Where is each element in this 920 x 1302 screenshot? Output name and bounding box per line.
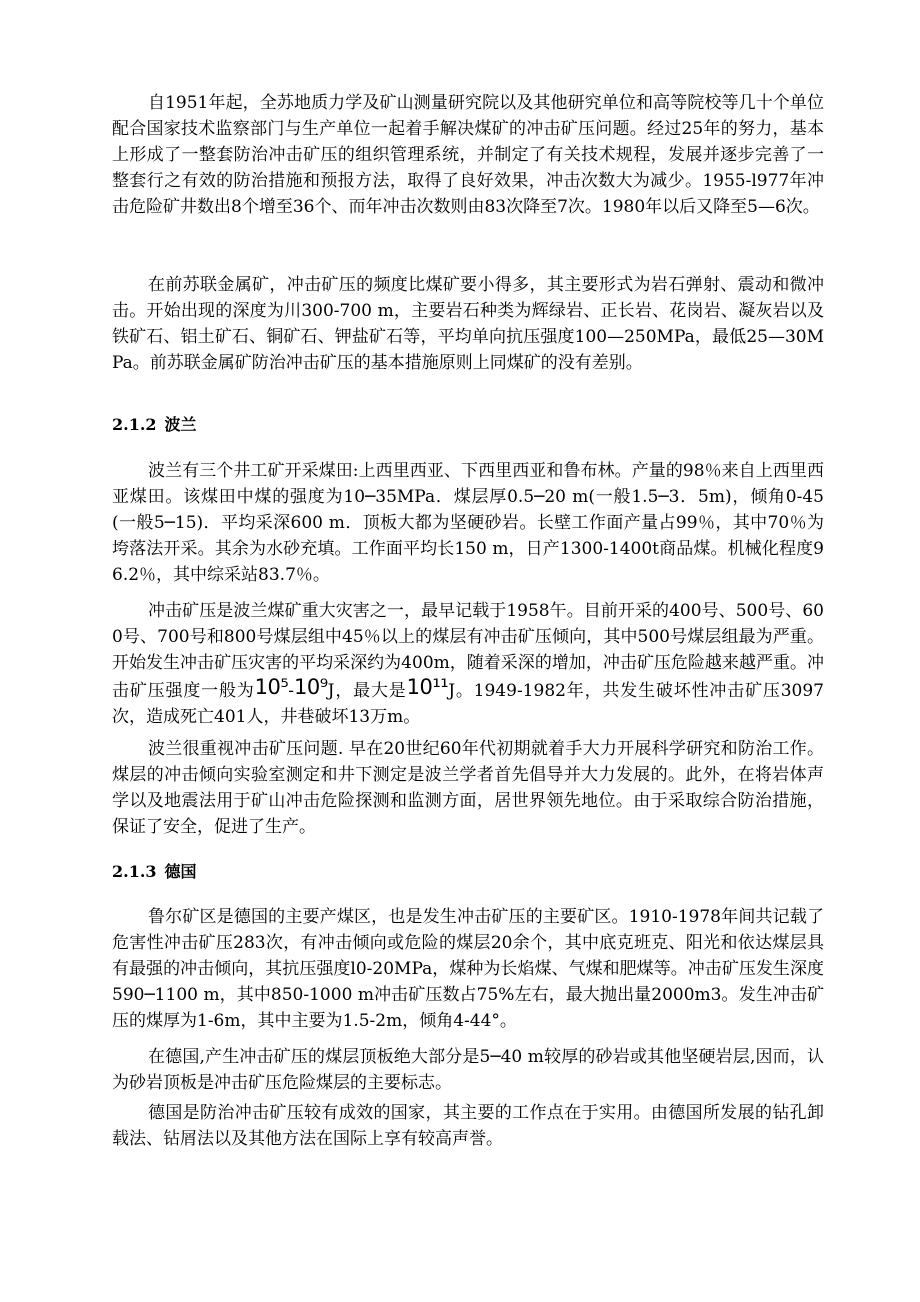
paragraph-germany-ruhr: 鲁尔矿区是德国的主要产煤区，也是发生冲击矿压的主要矿区。1910-1978年间共记载了危害性冲击矿压283次，有冲击倾向或危险的煤层20余个，其中底克班克、阳光和依达煤层具有最强的冲击倾向，其抗压强度l0-20MPa，煤种为长焰煤、气煤和肥煤等。冲击矿压发生深度590─1100 m，其中850-1000 m冲击矿压数占75%左右，最大抛出量2000m3。发生冲击矿压的煤厚为1-6m，其中主要为1.5-2m，倾角4-44°。 <box>112 907 824 1031</box>
paragraph-germany-roof: 在德国,产生冲击矿压的煤层顶板绝大部分是5─40 m较厚的砂岩或其他坚硬岩层,因而，认为砂岩顶板是冲击矿压危险煤层的主要标志。 <box>112 1047 824 1093</box>
exponent-value: 10⁵ <box>254 675 289 699</box>
section-heading-poland <box>112 413 197 437</box>
section-title: 德国 <box>164 862 197 881</box>
section-title: 波兰 <box>164 415 197 434</box>
paragraph-ussr-metal: 在前苏联金属矿，冲击矿压的频度比煤矿要小得多，其主要形式为岩石弹射、震动和微冲击。开始出现的深度为川300-700 m，主要岩石种类为辉绿岩、正长岩、花岗岩、凝灰岩以及铁矿石、铝土矿石、铜矿石、钾盐矿石等，平均单向抗压强度100—250MPa，最低25—30MPa。前苏联金属矿防治冲击矿压的基本措施原则上同煤矿的没有差别。 <box>112 275 824 373</box>
text-run: J，最大是 <box>327 681 407 701</box>
text-run: J。1949-1982年，共发生破坏性冲击矿压3097次，造成死亡401人，井巷破坏13万m。 <box>112 681 824 727</box>
paragraph-poland-research: 波兰很重视冲击矿压问题. 早在20世纪60年代初期就着手大力开展科学研究和防治工作。煤层的冲击倾向实验室测定和井下测定是波兰学者首先倡导并大力发展的。此外，在将岩体声学以及地震法用于矿山冲击危险探测和监测方面，居世界领先地位。由于采取综合防治措施，保证了安全，促进了生产。 <box>112 739 824 837</box>
exponent-value: 10⁹ <box>294 675 328 699</box>
section-heading-germany <box>112 860 197 884</box>
text-run: 冲击矿压是波兰煤矿重大灾害之一，最早记载于1958午。目前开采的400号、500号、600号、700号和800号煤层组中45％以上的煤层有冲击矿压倾向，其中500号煤层组最为严重。开始发生冲击矿压灾害的平均采深约为400m，随着采深的增加，冲击矿压危险越来越严重。冲击矿压强度一般为 <box>112 601 824 701</box>
paragraph-ussr-coal: 自1951年起，全苏地质力学及矿山测量研究院以及其他研究单位和高等院校等几十个单位配合国家技术监察部门与生产单位一起着手解决煤矿的冲击矿压问题。经过25年的努力，基本上形成了一整套防治冲击矿压的组织管理系统，并制定了有关技术规程，发展并逐步完善了一整套行之有效的防治措施和预报方法，取得了良好效果，冲击次数大为减少。1955-l977年冲击危险矿井数出8个增至36个、而年冲击次数则由83次降至7次。1980年以后又降至5—6次。 <box>112 93 824 217</box>
exponent-value: 10¹¹ <box>406 675 449 699</box>
paragraph-germany-methods: 德国是防治冲击矿压较有成效的国家，其主要的工作点在于实用。由德国所发展的钻孔卸载法、钻屑法以及其他方法在国际上享有较高声誉。 <box>112 1103 824 1149</box>
paragraph-poland-rockburst <box>112 598 824 730</box>
paragraph-poland-overview: 波兰有三个井工矿开采煤田:上西里西亚、下西里西亚和鲁布林。产量的98％来自上西里西亚煤田。该煤田中煤的强度为10─35MPa．煤层厚0.5─20 m(一般1.5─3．5m)，倾角0-45(一般5─15)．平均采深600 m．顶板大都为坚硬砂岩。长壁工作面产量占99％，其中70％为垮落法开采。其余为水砂充填。工作面平均长150 m，日产1300-1400t商品煤。机械化程度96.2％，其中综采站83.7％。 <box>112 461 824 585</box>
section-number: 2.1.2 <box>112 415 157 434</box>
section-number: 2.1.3 <box>112 862 157 881</box>
text-run: - <box>288 681 295 701</box>
